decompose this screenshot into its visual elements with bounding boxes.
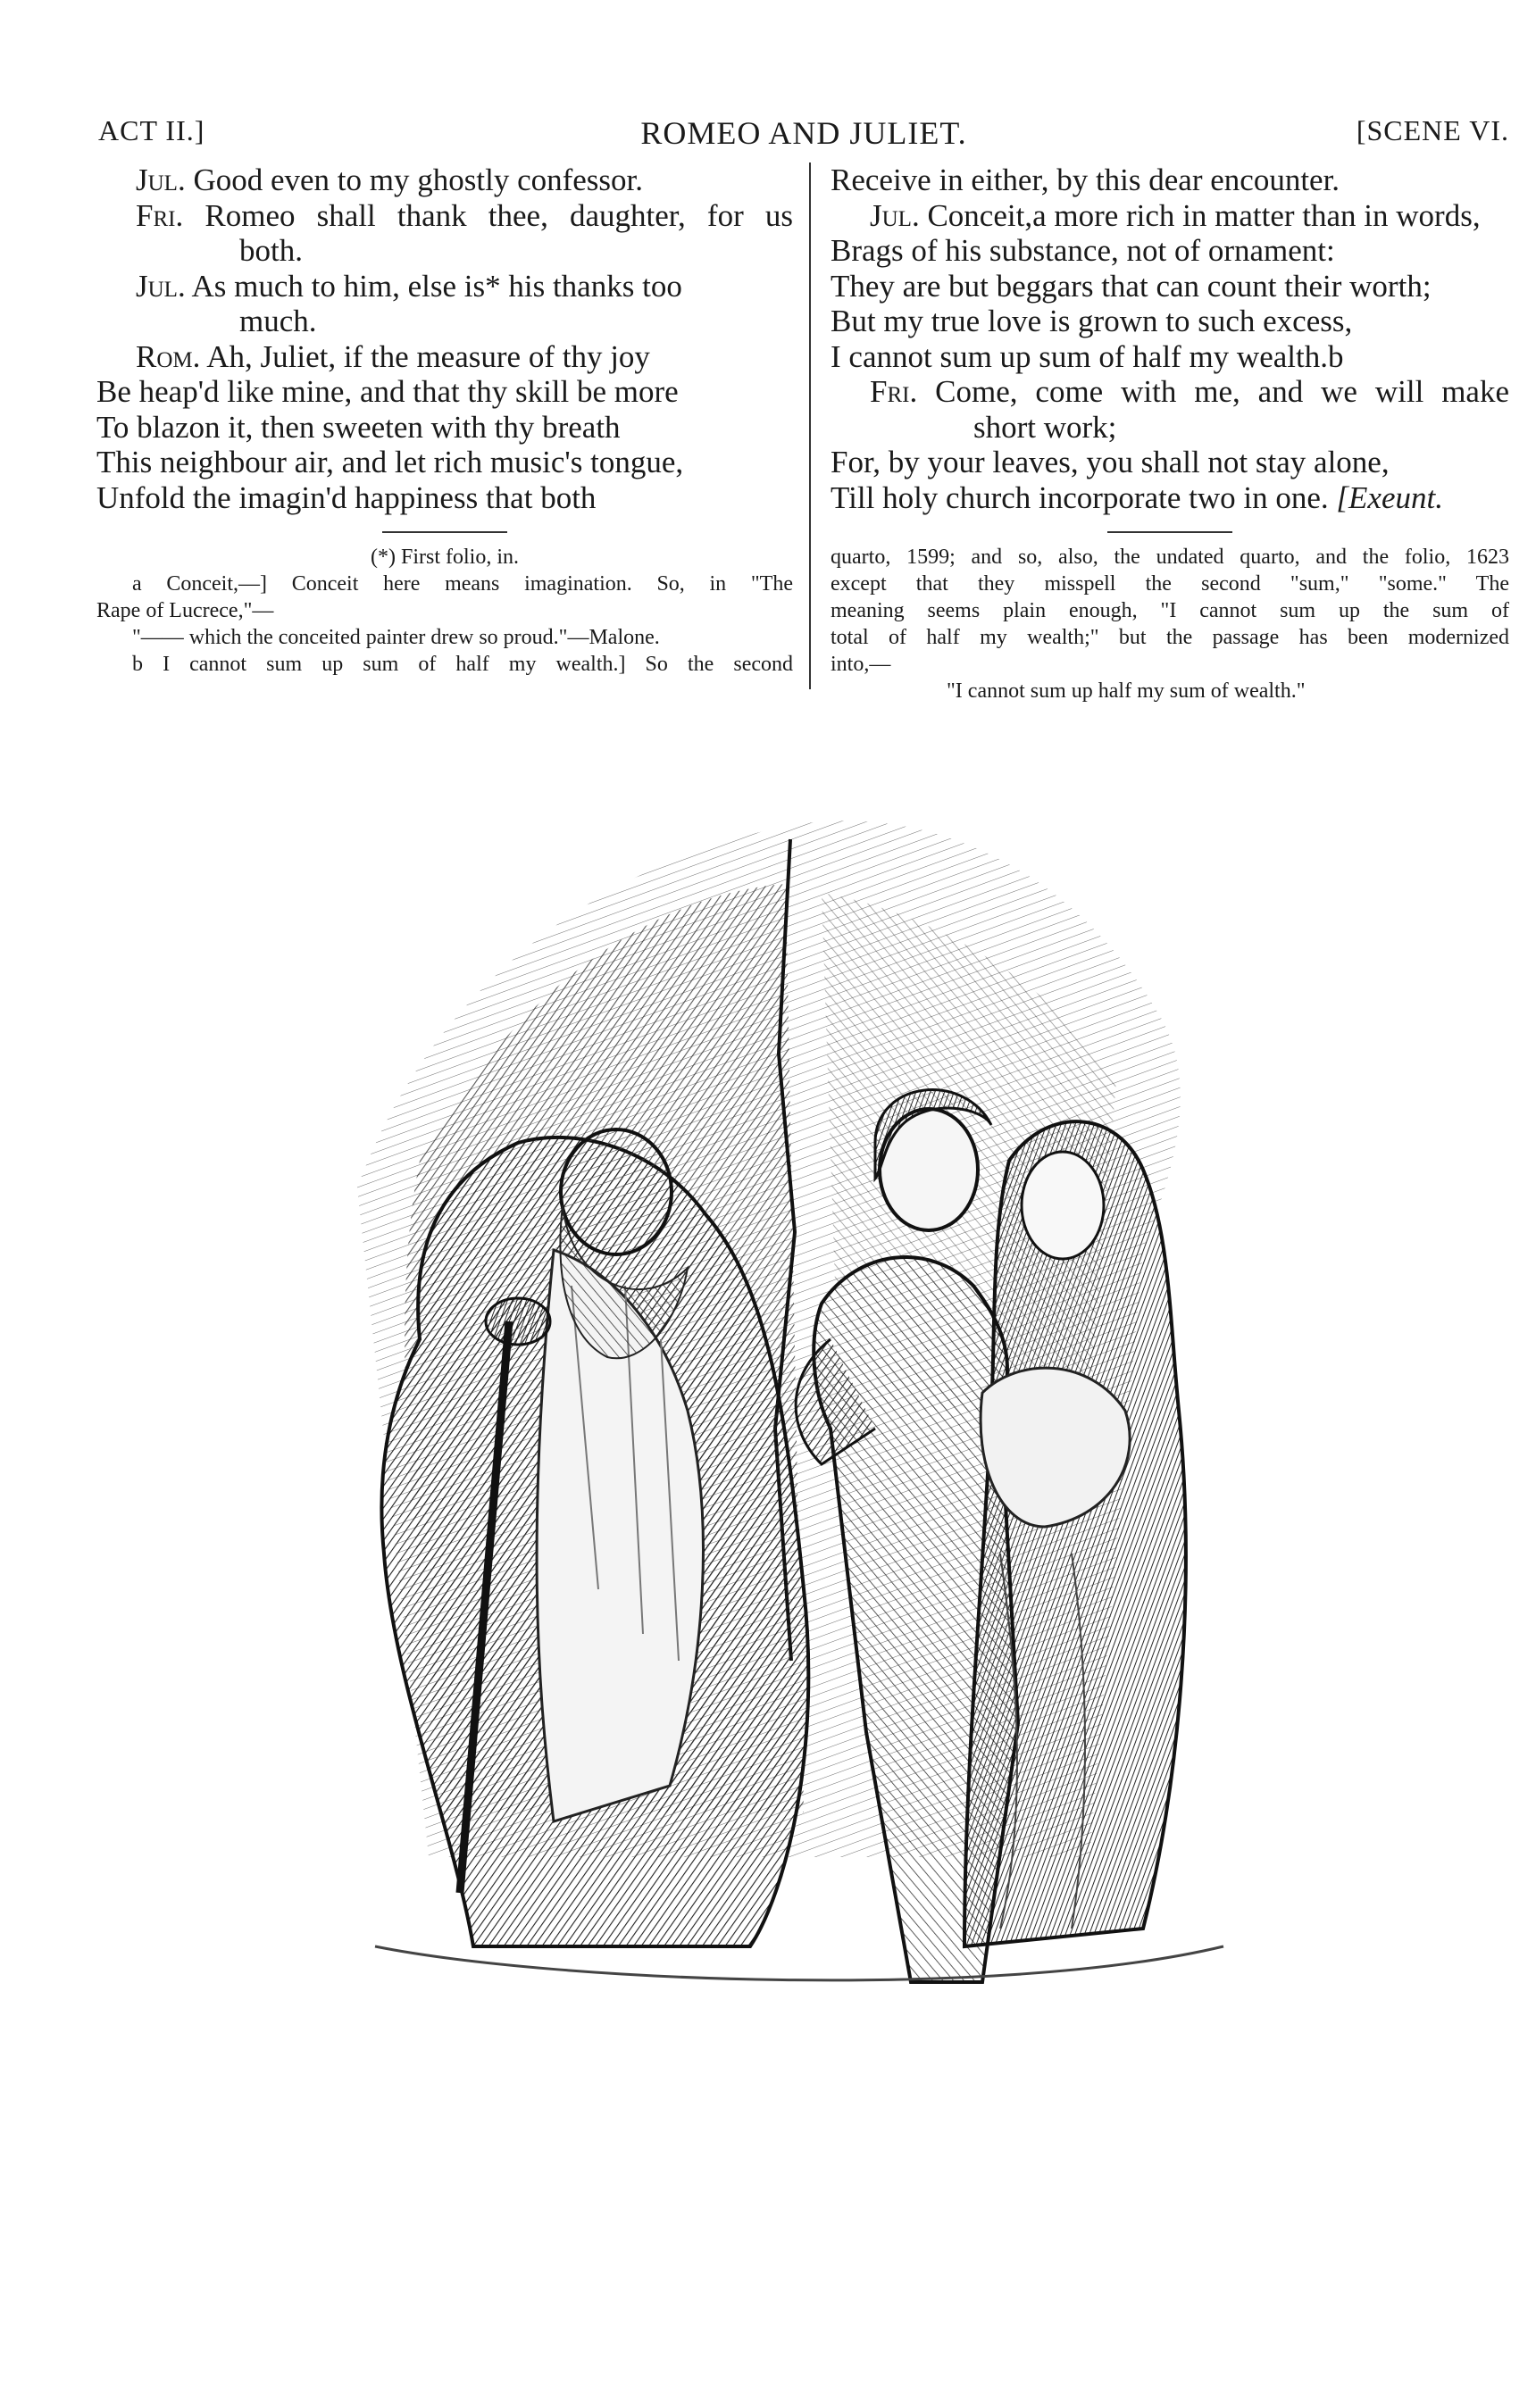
verse-text: Till holy church incorporate two in one. <box>831 479 1329 515</box>
footnote-line: total of half my wealth;" but the passage has been modernized <box>831 626 1509 649</box>
verse-text: As much to him, else is* his thanks too <box>191 268 682 304</box>
verse-line: Brags of his substance, not of ornament: <box>831 233 1335 268</box>
verse-line <box>96 162 793 198</box>
footnote-a-cont: Rape of Lucrece,"— <box>96 599 274 622</box>
right-column <box>831 162 1509 704</box>
verse-line: For, by your leaves, you shall not stay alone, <box>831 445 1390 479</box>
verse-text: Come, come with me, and we will make <box>935 374 1510 409</box>
verse-line <box>96 339 793 375</box>
left-footnotes <box>96 544 793 678</box>
speaker-label: Fri. <box>136 197 184 233</box>
verse-line <box>96 269 793 304</box>
speaker-label: Jul. <box>136 162 186 197</box>
speaker-label: Fri. <box>870 374 918 409</box>
header-scene: [SCENE VI. <box>1356 114 1509 146</box>
verse-text: Good even to my ghostly confessor. <box>193 162 644 197</box>
footnote-line: quarto, 1599; and so, also, the undated quarto, and the folio, 1623 <box>831 546 1509 569</box>
verse-text: Ah, Juliet, if the measure of thy joy <box>206 338 650 374</box>
verse-line <box>831 374 1509 410</box>
verse-line: I cannot sum up sum of half my wealth.b <box>831 338 1344 374</box>
left-verse <box>96 162 793 515</box>
ground <box>375 1946 1223 1980</box>
verse-line: short work; <box>973 409 1117 445</box>
footnote-star: (*) First folio, in. <box>371 546 519 569</box>
header-title: ROMEO AND JULIET. <box>640 115 967 151</box>
footnote-a: a Conceit,—] Conceit here means imagination. So, in "The <box>132 572 793 596</box>
verse-line <box>96 198 793 234</box>
verse-line: Be heap'd like mine, and that thy skill be more <box>96 374 679 409</box>
verse-line: They are but beggars that can count their worth; <box>831 268 1432 304</box>
header-act: ACT II.] <box>98 114 205 146</box>
footnote-a-quote: "—— which the conceited painter drew so proud."—Malone. <box>132 626 660 649</box>
speaker-label: Jul. <box>136 268 186 304</box>
right-footnotes <box>831 544 1509 704</box>
right-verse <box>831 162 1509 515</box>
verse-text: Conceit,a more rich in matter than in words, <box>927 197 1481 233</box>
verse-line: both. <box>239 233 303 268</box>
footnote-line: except that they misspell the second "sum," "some." The <box>831 572 1509 596</box>
verse-line <box>831 480 1509 516</box>
running-header <box>98 114 1509 150</box>
footnote-line: meaning seems plain enough, "I cannot sum up the sum of <box>831 599 1509 622</box>
column-divider <box>809 162 811 689</box>
footnote-line: into,— <box>831 653 891 676</box>
speaker-label: Jul. <box>870 197 920 233</box>
verse-line: Unfold the imagin'd happiness that both <box>96 479 597 515</box>
engraving-illustration <box>286 786 1304 2196</box>
verse-line: But my true love is grown to such excess, <box>831 304 1353 338</box>
footnote-b: b I cannot sum up sum of half my wealth.] So the second <box>132 653 793 676</box>
juliet-figure <box>964 1121 1186 1946</box>
footnote-quote: "I cannot sum up half my sum of wealth." <box>947 679 1306 703</box>
verse-line: much. <box>239 304 317 338</box>
verse-text: Romeo shall thank thee, daughter, for us <box>205 197 793 233</box>
footnote-rule <box>382 531 507 533</box>
left-column <box>96 162 793 678</box>
stage-direction: [Exeunt. <box>1336 479 1443 515</box>
footnote-rule <box>1107 531 1232 533</box>
verse-line: This neighbour air, and let rich music's tongue, <box>96 445 684 479</box>
verse-line <box>831 198 1509 234</box>
speaker-label: Rom. <box>136 338 201 374</box>
verse-line: To blazon it, then sweeten with thy breath <box>96 409 621 445</box>
verse-line: Receive in either, by this dear encounter. <box>831 162 1340 197</box>
